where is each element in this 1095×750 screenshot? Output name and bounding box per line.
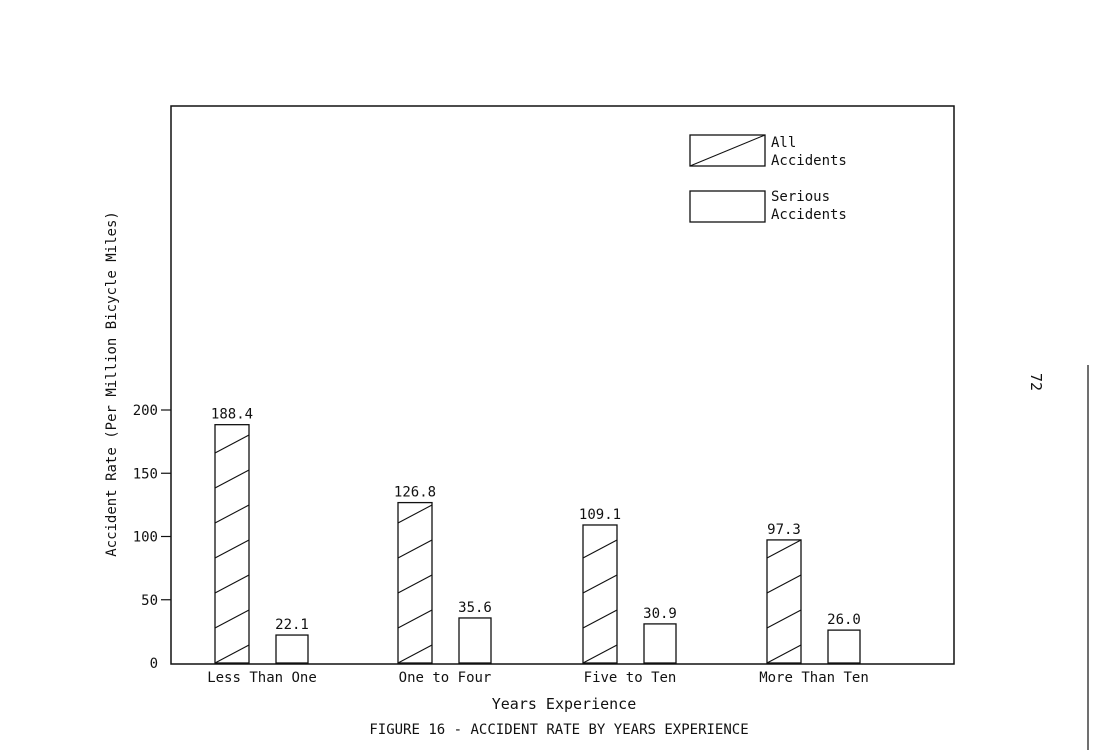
bar-serious-accidents-3 <box>644 624 676 663</box>
bars <box>215 425 860 663</box>
legend-label-serious-line2: Accidents <box>771 207 847 223</box>
bar-all-accidents-2 <box>398 503 432 663</box>
x-tick-labels <box>207 670 869 686</box>
x-tick-label: Five to Ten <box>583 670 677 686</box>
legend-label-all-line2: Accidents <box>771 153 847 169</box>
x-tick-label: Less Than One <box>207 670 317 686</box>
figure-caption: FIGURE 16 - ACCIDENT RATE BY YEARS EXPERIENCE <box>369 722 749 738</box>
legend-label-serious-line1: Serious <box>771 189 831 205</box>
y-tick-label: 100 <box>132 529 158 546</box>
legend <box>690 135 847 223</box>
y-axis-label: Accident Rate (Per Million Bicycle Miles) <box>104 211 120 557</box>
bar-serious-accidents-2 <box>459 618 491 663</box>
bar-serious-accidents-1 <box>276 635 308 663</box>
x-axis-label: Years Experience <box>491 695 637 713</box>
x-tick-label: More Than Ten <box>759 670 869 686</box>
y-tick-label: 0 <box>149 656 158 672</box>
bar-all-accidents-1 <box>215 425 249 663</box>
bar-all-accidents-4 <box>767 540 801 663</box>
data-label: 188.4 <box>210 406 254 423</box>
plot-frame <box>171 106 954 664</box>
data-labels <box>211 407 861 633</box>
data-label: 126.8 <box>393 484 437 501</box>
legend-label-all-line1: All <box>771 135 797 151</box>
legend-swatch-serious-accidents <box>690 191 765 222</box>
y-tick-label: 150 <box>132 466 158 483</box>
page-number: 72 <box>1027 372 1045 392</box>
bar-all-accidents-3 <box>583 525 617 663</box>
bar-serious-accidents-4 <box>828 630 860 663</box>
data-label: 35.6 <box>458 599 492 616</box>
y-axis-ticks <box>133 403 171 672</box>
data-label: 22.1 <box>275 617 309 634</box>
data-label: 26.0 <box>827 612 861 629</box>
data-label: 109.1 <box>578 506 622 523</box>
data-label: 97.3 <box>767 521 801 538</box>
x-tick-label: One to Four <box>398 670 492 686</box>
y-tick-label: 50 <box>141 592 158 609</box>
data-label: 30.9 <box>643 605 677 622</box>
y-tick-label: 200 <box>132 403 158 419</box>
